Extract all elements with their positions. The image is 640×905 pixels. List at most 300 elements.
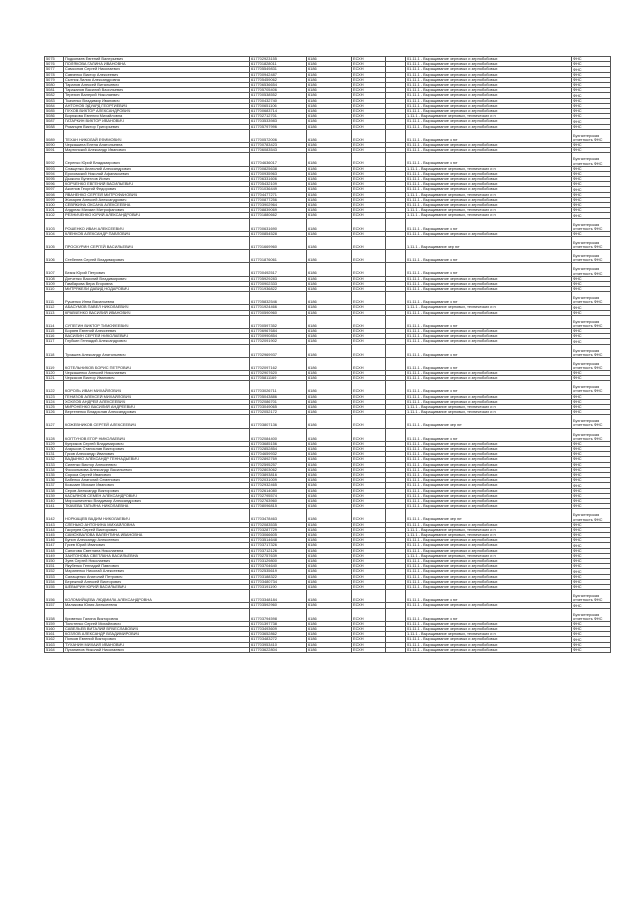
row-number-cell: 5091 [45, 148, 64, 153]
row-number-cell: 5080 [45, 83, 64, 88]
activity-code-cell: 01.11.1 - Выращивание зерновых и зернобобовых [406, 177, 572, 182]
table-row [45, 647, 611, 652]
type-code-cell: 6186 [307, 287, 352, 292]
tax-regime-cell: ЕСХН [352, 428, 386, 441]
table-row [45, 344, 611, 357]
reporting-cell: ФНС [572, 119, 611, 124]
reporting-cell: ФНС [572, 467, 611, 472]
flag-cell [386, 647, 406, 652]
reporting-cell: ФНС [572, 334, 611, 339]
taxpayer-name-cell: Бережной Алексей Викторович [64, 579, 250, 584]
row-number-cell: 5101 [45, 208, 64, 213]
activity-code-cell: 01.11.1 - Выращивание з ют [406, 344, 572, 357]
reporting-cell: ФНС [572, 585, 611, 590]
inn-cell: 617703685156 [250, 441, 307, 446]
type-code-cell: 6186 [307, 467, 352, 472]
activity-code-cell: 01.11.1 - Выращивание зерновых и зернобобовых [406, 504, 572, 509]
tax-regime-cell: ЕСХН [352, 370, 386, 375]
tax-regime-cell: ЕСХН [352, 77, 386, 82]
taxpayer-name-cell: Черкашина Елена Анатольевна [64, 143, 250, 148]
activity-code-cell: 01.11.1 - Выращивание зерновых и зернобобовых [406, 171, 572, 176]
inn-cell: 617700990854 [250, 334, 307, 339]
activity-code-cell: 01.11.1 - Выращивание з ют [406, 590, 572, 603]
tax-regime-cell: ЕСХН [352, 608, 386, 621]
taxpayer-name-cell: Вертепенко Владислав Александрович [64, 410, 250, 415]
reporting-cell: ФНС [572, 203, 611, 208]
taxpayer-name-cell: КОТЕЛЬНИКОВ БОРИС ПЕТРОВИЧ [64, 357, 250, 370]
reporting-cell: Бухгалтерская отчетность ФНС [572, 153, 611, 166]
activity-code-cell: 01.11.1 - Выращивание зерновых и зернобобовых [406, 310, 572, 315]
inn-cell: 617700432740 [250, 98, 307, 103]
activity-code-cell: 01.11.1 - Выращивание зерновых и зернобобовых [406, 88, 572, 93]
taxpayer-name-cell: МИРОНЕНКО ВАСИЛИЙ АНДРЕЕВИЧ [64, 404, 250, 409]
activity-code-cell: 01.11.1 - Выращивание зерновых и зернобобовых [406, 119, 572, 124]
activity-code-cell: 01.11.1 - Выращивание зерновых и зернобобовых [406, 57, 572, 62]
row-number-cell: 5147 [45, 543, 64, 548]
type-code-cell: 6186 [307, 57, 352, 62]
activity-code-cell: 01.11.1 - Выращивание зерновых и зернобобовых [406, 446, 572, 451]
tax-regime-cell: ЕСХН [352, 250, 386, 263]
taxpayer-name-cell: ТУХАНИН МИХАИЛ ИВАНОВИЧ [64, 642, 250, 647]
reporting-cell: ФНС [572, 208, 611, 213]
tax-regime-cell: ЕСХН [352, 553, 386, 558]
table-row [45, 250, 611, 263]
inn-cell: 617700942487 [250, 72, 307, 77]
tax-regime-cell: ЕСХН [352, 153, 386, 166]
tax-regime-cell: ЕСХН [352, 197, 386, 202]
inn-cell: 617702795574 [250, 493, 307, 498]
taxpayer-name-cell: Андреас Михаил Митрофанович [64, 208, 250, 213]
type-code-cell: 6186 [307, 538, 352, 543]
type-code-cell: 6186 [307, 415, 352, 428]
type-code-cell: 6186 [307, 357, 352, 370]
reporting-cell: ФНС [572, 192, 611, 197]
inn-cell: 617702932465 [250, 483, 307, 488]
activity-code-cell: 01.11.1 - Выращивание зерновых и зернобобовых [406, 493, 572, 498]
activity-code-cell: 01.11.1 - Выращивание з ют [406, 292, 572, 305]
taxpayer-name-cell: РОШЕНКО ИВАН АЛЕКСЕЕВИЧ [64, 218, 250, 231]
taxpayer-name-cell: Тараканов Василий Васильевич [64, 88, 250, 93]
type-code-cell: 6186 [307, 124, 352, 129]
reporting-cell: ФНС [572, 124, 611, 129]
reporting-cell: ФНС [572, 493, 611, 498]
type-code-cell: 6186 [307, 642, 352, 647]
row-number-cell: 5158 [45, 608, 64, 621]
tax-regime-cell: ЕСХН [352, 527, 386, 532]
table-row [45, 218, 611, 231]
row-number-cell: 5083 [45, 98, 64, 103]
type-code-cell: 6186 [307, 237, 352, 250]
row-number-cell: 5157 [45, 603, 64, 608]
tax-regime-cell: ЕСХН [352, 446, 386, 451]
flag-cell [386, 357, 406, 370]
reporting-cell: ФНС [572, 143, 611, 148]
taxpayer-name-cell: Бабенко Анатолий Семенович [64, 478, 250, 483]
row-number-cell: 5090 [45, 143, 64, 148]
row-number-cell: 5107 [45, 263, 64, 276]
reporting-cell: ФНС [572, 579, 611, 584]
type-code-cell: 6186 [307, 446, 352, 451]
tax-regime-cell: ЕСХН [352, 177, 386, 182]
type-code-cell: 6186 [307, 276, 352, 281]
reporting-cell: ФНС [572, 62, 611, 67]
activity-code-cell: 1.11.1 - Выращивание зер ют [406, 237, 572, 250]
activity-code-cell: 01.11.1 - Выращивание з ют [406, 218, 572, 231]
tax-regime-cell: ЕСХН [352, 467, 386, 472]
activity-code-cell: 01.11.1 - Выращивание зерновых и зернобобовых [406, 585, 572, 590]
reporting-cell: Бухгалтерская отчетность ФНС [572, 590, 611, 603]
type-code-cell: 6186 [307, 305, 352, 310]
tax-regime-cell: ЕСХН [352, 67, 386, 72]
inn-cell: 617706967684 [250, 329, 307, 334]
tax-regime-cell: ЕСХН [352, 548, 386, 553]
row-number-cell: 5145 [45, 533, 64, 538]
inn-cell: 617706331606 [250, 177, 307, 182]
tax-regime-cell: ЕСХН [352, 72, 386, 77]
reporting-cell: Бухгалтерская отчетность ФНС [572, 315, 611, 328]
activity-code-cell: 01.11.1 - Выращивание зерновых и зернобобовых [406, 231, 572, 236]
activity-code-cell: 1.11.1 - Выращивание зерновых, технических и п [406, 166, 572, 171]
type-code-cell: 6186 [307, 637, 352, 642]
tax-regime-cell: ЕСХН [352, 329, 386, 334]
inn-cell: 617703026711 [250, 381, 307, 394]
reporting-cell: Бухгалтерская отчетность ФНС [572, 250, 611, 263]
inn-cell: 617700651106 [250, 103, 307, 108]
reporting-cell: Бухгалтерская отчетность ФНС [572, 292, 611, 305]
inn-cell: 617703622804 [250, 647, 307, 652]
reporting-cell: ФНС [572, 462, 611, 467]
type-code-cell: 6186 [307, 394, 352, 399]
reporting-cell: Бухгалтерская отчетность ФНС [572, 428, 611, 441]
row-number-cell: 5084 [45, 103, 64, 108]
type-code-cell: 6186 [307, 292, 352, 305]
tax-regime-cell: ЕСХН [352, 543, 386, 548]
tax-regime-cell: ЕСХН [352, 538, 386, 543]
activity-code-cell: 01.11.1 - Выращивание зерновых и зернобобовых [406, 472, 572, 477]
reporting-cell: ФНС [572, 452, 611, 457]
tax-regime-cell: ЕСХН [352, 483, 386, 488]
activity-code-cell: 01.11.1 - Выращивание зерновых и зернобобовых [406, 452, 572, 457]
tax-regime-cell: ЕСХН [352, 590, 386, 603]
taxpayer-name-cell: Кривенко Галина Викторовна [64, 608, 250, 621]
row-number-cell: 5110 [45, 287, 64, 292]
tax-regime-cell: ЕСХН [352, 574, 386, 579]
reporting-cell: ФНС [572, 632, 611, 637]
reporting-cell: ФНС [572, 647, 611, 652]
row-number-cell: 5152 [45, 569, 64, 574]
row-number-cell: 5129 [45, 441, 64, 446]
reporting-cell: ФНС [572, 569, 611, 574]
taxpayer-name-cell: Сорока Сергей Иванович [64, 472, 250, 477]
activity-code-cell: 01.11.1 - Выращивание зерновых и зернобобовых [406, 548, 572, 553]
type-code-cell: 6186 [307, 77, 352, 82]
row-number-cell: 5117 [45, 339, 64, 344]
tax-regime-cell: ЕСХН [352, 129, 386, 142]
tax-regime-cell: ЕСХН [352, 344, 386, 357]
type-code-cell: 6186 [307, 129, 352, 142]
inn-cell: 617703191190 [250, 585, 307, 590]
taxpayer-name-cell: Якубенко Геннадий Павлович [64, 564, 250, 569]
taxpayer-name-cell: КРАВЧЕНКО ВАСИЛИЙ ИВАНОВИЧ [64, 310, 250, 315]
type-code-cell: 6186 [307, 569, 352, 574]
type-code-cell: 6186 [307, 404, 352, 409]
activity-code-cell: 1.11.1 - Выращивание зерновых, технических и п [406, 553, 572, 558]
taxpayer-name-cell: Маликова Юлия Алексеевна [64, 603, 250, 608]
inn-cell: 617703049065 [250, 404, 307, 409]
row-number-cell: 5087 [45, 119, 64, 124]
inn-cell: 617703514648 [250, 538, 307, 543]
taxpayer-name-cell: Попков Евгений Викторович [64, 637, 250, 642]
registry-page [44, 56, 610, 653]
row-number-cell: 5163 [45, 642, 64, 647]
inn-cell: 617702803062 [250, 467, 307, 472]
activity-code-cell: 01.11.1 - Выращивание зерновых и зернобобовых [406, 543, 572, 548]
inn-cell: 617703478463 [250, 509, 307, 522]
activity-code-cell: 01.11.1 - Выращивание зерновых и зернобобовых [406, 77, 572, 82]
type-code-cell: 6186 [307, 647, 352, 652]
flag-cell [386, 509, 406, 522]
inn-cell: 617705929283 [250, 276, 307, 281]
inn-cell: 617703480734 [250, 579, 307, 584]
tax-regime-cell: ЕСХН [352, 452, 386, 457]
inn-cell: 617703129800 [250, 559, 307, 564]
tax-regime-cell: ЕСХН [352, 462, 386, 467]
type-code-cell: 6186 [307, 632, 352, 637]
reporting-cell: ФНС [572, 166, 611, 171]
activity-code-cell: 01.11.1 - Выращивание зерновых и зернобобовых [406, 148, 572, 153]
tax-regime-cell: ЕСХН [352, 632, 386, 637]
taxpayer-name-cell: Ерохомский Николай Афанасьевич [64, 171, 250, 176]
inn-cell: 617703287729 [250, 527, 307, 532]
taxpayer-name-cell: КОЖЕВНИКОВ СЕРГЕЙ АЛЕКСЕЕВИЧ [64, 415, 250, 428]
tax-regime-cell: ЕСХН [352, 315, 386, 328]
taxpayer-name-cell: Черкасов Виктор Иванович [64, 376, 250, 381]
activity-code-cell: 01.11.1 - Выращивание зерновых и зернобобовых [406, 457, 572, 462]
taxpayer-name-cell: Глубкин Геннадий Александрович [64, 339, 250, 344]
row-number-cell: 5121 [45, 376, 64, 381]
taxpayer-name-cell: РЕЗНИЧЕНКО ЮРИЙ АЛЕКСАНДРОВИЧ [64, 213, 250, 218]
reporting-cell: ФНС [572, 213, 611, 218]
taxpayer-name-cell: Бунин Александр Алексеевич [64, 538, 250, 543]
type-code-cell: 6186 [307, 208, 352, 213]
taxpayer-name-cell: ЗАИТОНОВА СВЕТЛАНА ВАСИЛЬЕВНА [64, 553, 250, 558]
reporting-cell: ФНС [572, 559, 611, 564]
row-number-cell: 5111 [45, 292, 64, 305]
tax-regime-cell: ЕСХН [352, 292, 386, 305]
reporting-cell: Бухгалтерская отчетность ФНС [572, 344, 611, 357]
activity-code-cell: 01.11.1 - Выращивание зерновых и зернобобовых [406, 143, 572, 148]
inn-cell: 617700590960 [250, 310, 307, 315]
activity-code-cell: 01.11.1 - Выращивание зерновых и зернобобовых [406, 187, 572, 192]
row-number-cell: 5098 [45, 192, 64, 197]
activity-code-cell: 1.11.1 - Выращивание зерновых, технических и п [406, 114, 572, 119]
taxpayer-name-cell: Слащенко Анатолий Александрович [64, 166, 250, 171]
row-number-cell: 5142 [45, 509, 64, 522]
activity-code-cell: 01.11.1 - Выращивание зерновых и зернобобовых [406, 462, 572, 467]
taxpayer-name-cell: Самсонов Сергей Николаевич [64, 67, 250, 72]
activity-code-cell: 1.11.1 - Выращивание зерновых, технических и п [406, 404, 572, 409]
reporting-cell: ФНС [572, 538, 611, 543]
activity-code-cell: 1.11.1 - Выращивание зерновых, технических и п [406, 192, 572, 197]
activity-code-cell: 01.11.1 - Выращивание зерновых и зернобобовых [406, 276, 572, 281]
type-code-cell: 6186 [307, 553, 352, 558]
taxpayer-name-cell: КЛЕНКОВ АЛЕКСАНДР ПАВЛОВИЧ [64, 231, 250, 236]
type-code-cell: 6186 [307, 98, 352, 103]
row-number-cell: 5096 [45, 182, 64, 187]
inn-cell: 617703704640 [250, 564, 307, 569]
inn-cell: 617705549831 [250, 67, 307, 72]
row-number-cell: 5095 [45, 177, 64, 182]
activity-code-cell: 01.11.1 - Выращивание зерновых и зернобобовых [406, 394, 572, 399]
row-number-cell: 5114 [45, 315, 64, 328]
activity-code-cell: 01.11.1 - Выращивание зерновых и зернобобовых [406, 109, 572, 114]
reporting-cell: ФНС [572, 98, 611, 103]
taxpayer-name-cell: НОРКАЩЕВ ВАДИМ НИКОЛАЕВИЧ [64, 509, 250, 522]
type-code-cell: 6186 [307, 344, 352, 357]
inn-cell: 617705705406 [250, 88, 307, 93]
row-number-cell: 5116 [45, 334, 64, 339]
inn-cell: 617701036449 [250, 187, 307, 192]
inn-cell: 617708839069 [250, 208, 307, 213]
activity-code-cell: 01.11.1 - Выращивание зерновых и зернобобовых [406, 627, 572, 632]
type-code-cell: 6186 [307, 543, 352, 548]
type-code-cell: 6186 [307, 488, 352, 493]
taxpayer-name-cell: Жихарев Алексей Александрович [64, 197, 250, 202]
type-code-cell: 6186 [307, 499, 352, 504]
activity-code-cell: 01.11.1 - Выращивание з ют [406, 250, 572, 263]
inn-cell: 617703807136 [250, 415, 307, 428]
type-code-cell: 6186 [307, 192, 352, 197]
tax-regime-cell: ЕСХН [352, 334, 386, 339]
inn-cell: 617704636017 [250, 153, 307, 166]
inn-cell: 617702969937 [250, 344, 307, 357]
table-row [45, 315, 611, 328]
taxpayer-name-cell: КОРОЛЬ ИВАН МИХАЙЛОВИЧ [64, 381, 250, 394]
reporting-cell: ФНС [572, 187, 611, 192]
row-number-cell: 5127 [45, 415, 64, 428]
type-code-cell: 6186 [307, 533, 352, 538]
tax-regime-cell: ЕСХН [352, 357, 386, 370]
activity-code-cell: 01.11.1 - Выращивание зер ют [406, 415, 572, 428]
activity-code-cell: 01.11.1 - Выращивание зерновых и зернобобовых [406, 621, 572, 626]
inn-cell: 617702086701 [250, 399, 307, 404]
type-code-cell: 6186 [307, 621, 352, 626]
row-number-cell: 5143 [45, 522, 64, 527]
activity-code-cell: 01.11.1 - Выращивание зер ют [406, 509, 572, 522]
taxpayer-name-cell: Черкашенко Алексей Николаевич [64, 370, 250, 375]
taxpayer-name-cell: ВАДЫНКО АЛЕКСАНДР ГЕННАДЬЕВИЧ [64, 457, 250, 462]
tax-regime-cell: ЕСХН [352, 579, 386, 584]
tax-regime-cell: ЕСХН [352, 647, 386, 652]
taxpayer-name-cell: Серенко Юрий Владимирович [64, 153, 250, 166]
inn-cell: 617701880662 [250, 213, 307, 218]
row-number-cell: 5137 [45, 483, 64, 488]
tax-regime-cell: ЕСХН [352, 569, 386, 574]
reporting-cell: ФНС [572, 621, 611, 626]
reporting-cell: ФНС [572, 83, 611, 88]
type-code-cell: 6186 [307, 83, 352, 88]
reporting-cell: ФНС [572, 404, 611, 409]
activity-code-cell: 1.11.1 - Выращивание зерновых, технических и п [406, 632, 572, 637]
tax-regime-cell: ЕСХН [352, 93, 386, 98]
tax-regime-cell: ЕСХН [352, 603, 386, 608]
type-code-cell: 6186 [307, 231, 352, 236]
tax-regime-cell: ЕСХН [352, 478, 386, 483]
taxpayer-name-cell: Зуев Сергей Николаевич [64, 559, 250, 564]
tax-regime-cell: ЕСХН [352, 394, 386, 399]
inn-cell: 617703066605 [250, 533, 307, 538]
activity-code-cell: 01.11.1 - Выращивание зерновых и зернобобовых [406, 441, 572, 446]
taxpayer-name-cell: ШЕВЫРИН ЮРИЙ ВАСИЛЬЕВИЧ [64, 585, 250, 590]
row-number-cell: 5099 [45, 197, 64, 202]
inn-cell: 617702091902 [250, 339, 307, 344]
type-code-cell: 6186 [307, 410, 352, 415]
activity-code-cell: 01.11.1 - Выращивание зерновых и зернобобовых [406, 182, 572, 187]
inn-cell: 617705811169 [250, 376, 307, 381]
type-code-cell: 6186 [307, 493, 352, 498]
inn-cell: 617702892769 [250, 457, 307, 462]
row-number-cell: 5112 [45, 305, 64, 310]
type-code-cell: 6186 [307, 483, 352, 488]
tax-regime-cell: ЕСХН [352, 504, 386, 509]
inn-cell: 617700597352 [250, 315, 307, 328]
row-number-cell: 5076 [45, 62, 64, 67]
activity-code-cell: 01.11.1 - Выращивание з ют [406, 357, 572, 370]
type-code-cell: 6186 [307, 72, 352, 77]
taxpayer-name-cell: Серов Александр Викторович [64, 488, 250, 493]
type-code-cell: 6186 [307, 504, 352, 509]
reporting-cell: ФНС [572, 527, 611, 532]
table-row [45, 608, 611, 621]
row-number-cell: 5155 [45, 585, 64, 590]
activity-code-cell: 01.11.1 - Выращивание зерновых и зернобобовых [406, 287, 572, 292]
table-row [45, 153, 611, 166]
row-number-cell: 5134 [45, 467, 64, 472]
tax-regime-cell: ЕСХН [352, 187, 386, 192]
row-number-cell: 5124 [45, 399, 64, 404]
flag-cell [386, 153, 406, 166]
tax-regime-cell: ЕСХН [352, 493, 386, 498]
activity-code-cell: 01.11.1 - Выращивание зерновых и зернобобовых [406, 98, 572, 103]
tax-regime-cell: ЕСХН [352, 404, 386, 409]
activity-code-cell: 1.11.1 - Выращивание зерновых, технических и п [406, 527, 572, 532]
activity-code-cell: 01.11.1 - Выращивание з ют [406, 315, 572, 328]
activity-code-cell: 01.11.1 - Выращивание з ют [406, 153, 572, 166]
type-code-cell: 6186 [307, 62, 352, 67]
tax-regime-cell: ЕСХН [352, 231, 386, 236]
row-number-cell: 5141 [45, 504, 64, 509]
type-code-cell: 6186 [307, 608, 352, 621]
type-code-cell: 6186 [307, 399, 352, 404]
flag-cell [386, 237, 406, 250]
inn-cell: 617704659932 [250, 452, 307, 457]
inn-cell: 617703953410 [250, 642, 307, 647]
type-code-cell: 6186 [307, 472, 352, 477]
row-number-cell: 5159 [45, 621, 64, 626]
inn-cell: 617703712126 [250, 548, 307, 553]
reporting-cell: Бухгалтерская отчетность ФНС [572, 263, 611, 276]
tax-regime-cell: ЕСХН [352, 98, 386, 103]
flag-cell [386, 381, 406, 394]
flag-cell [386, 263, 406, 276]
tax-regime-cell: ЕСХН [352, 585, 386, 590]
table-row [45, 590, 611, 603]
type-code-cell: 6186 [307, 187, 352, 192]
tax-regime-cell: ЕСХН [352, 192, 386, 197]
flag-cell [386, 428, 406, 441]
type-code-cell: 6186 [307, 166, 352, 171]
type-code-cell: 6186 [307, 148, 352, 153]
